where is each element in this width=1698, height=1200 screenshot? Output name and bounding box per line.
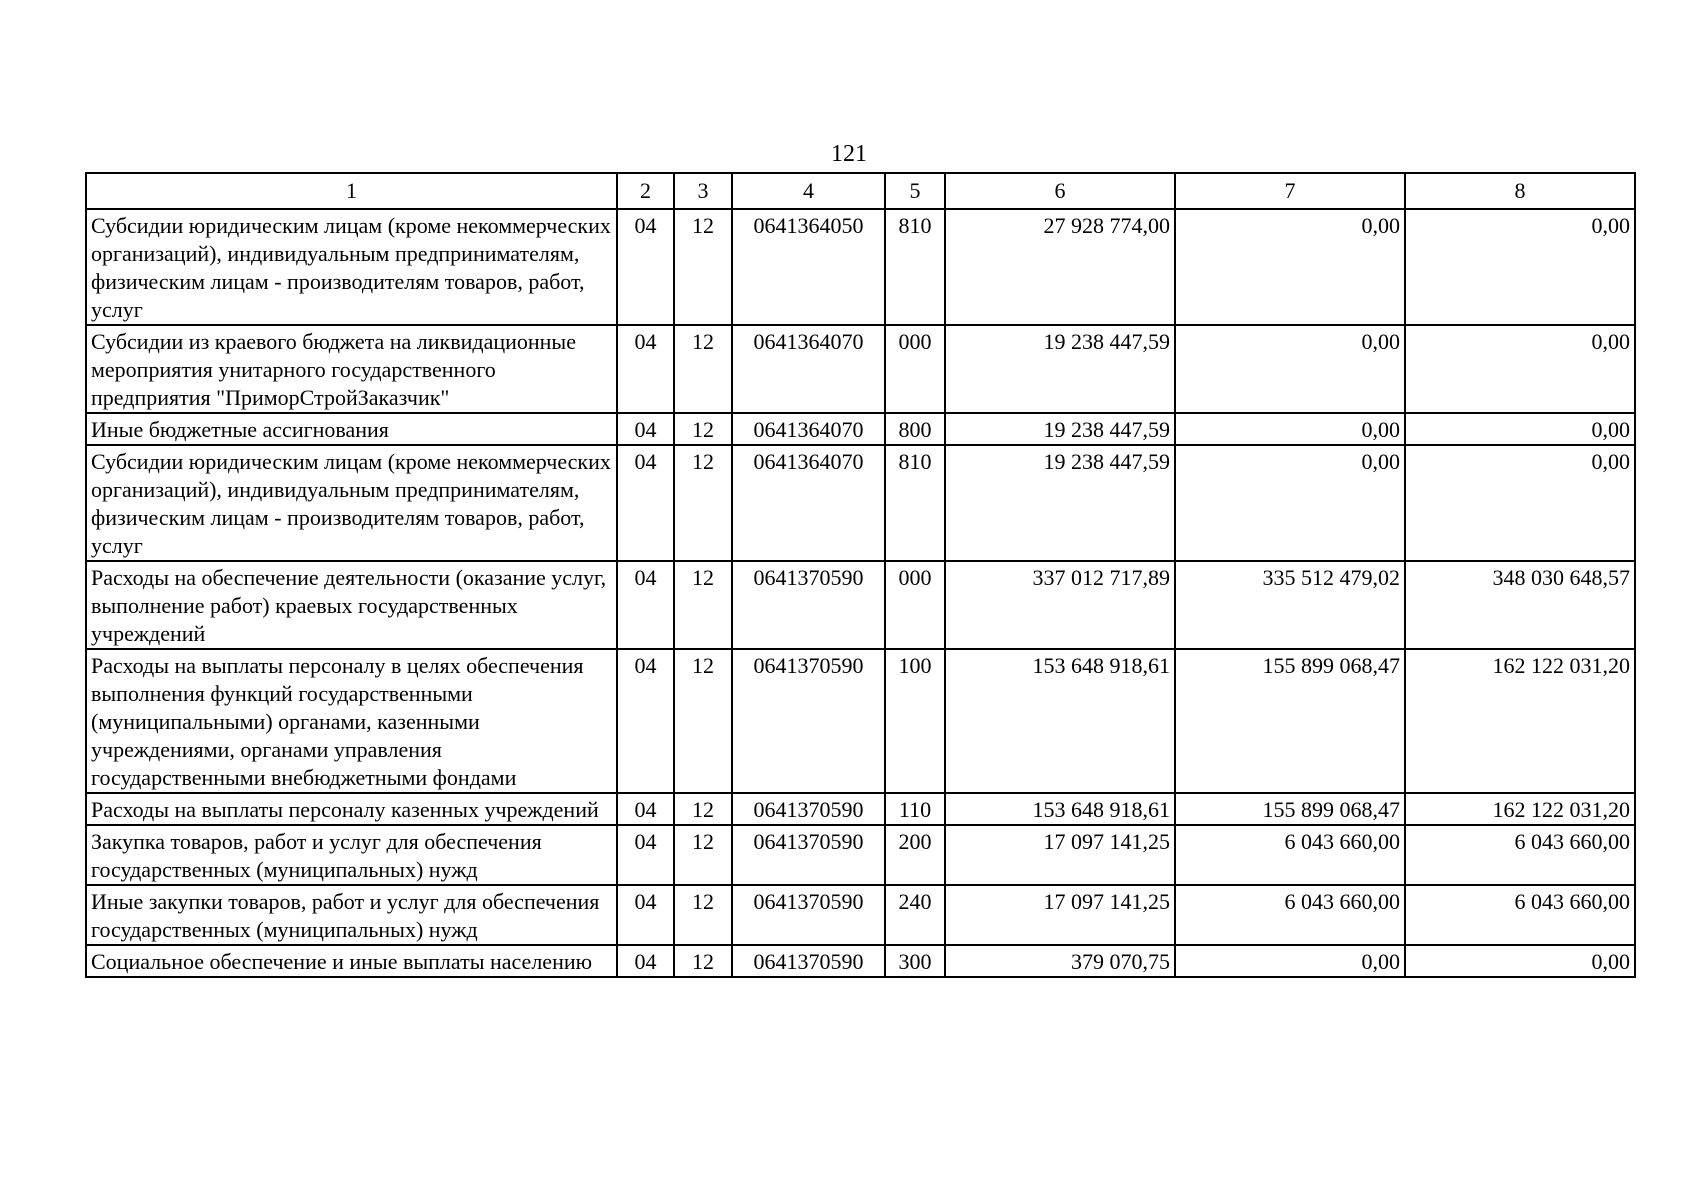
row-name-cell: Расходы на выплаты персоналу в целях обеспечения выполнения функций государственными (муниципальными) органами, казенными учреждениями, органами управления государственными внебюджетными фондами (86, 649, 617, 793)
target-article-cell: 0641364070 (732, 325, 885, 413)
target-article-cell: 0641370590 (732, 945, 885, 977)
column-header: 6 (945, 173, 1175, 209)
amount-col6-cell: 379 070,75 (945, 945, 1175, 977)
subsection-code-cell: 12 (674, 825, 732, 885)
header-row (86, 173, 1635, 209)
row-name-cell: Закупка товаров, работ и услуг для обеспечения государственных (муниципальных) нужд (86, 825, 617, 885)
column-header: 4 (732, 173, 885, 209)
expense-type-cell: 810 (885, 445, 945, 561)
expense-type-cell: 000 (885, 325, 945, 413)
amount-col8-cell: 6 043 660,00 (1405, 885, 1635, 945)
table-row (86, 445, 1635, 561)
amount-col6-cell: 19 238 447,59 (945, 445, 1175, 561)
column-header: 3 (674, 173, 732, 209)
subsection-code-cell: 12 (674, 945, 732, 977)
row-name-cell: Расходы на выплаты персоналу казенных учреждений (86, 793, 617, 825)
amount-col6-cell: 153 648 918,61 (945, 649, 1175, 793)
amount-col6-cell: 337 012 717,89 (945, 561, 1175, 649)
expense-type-cell: 810 (885, 209, 945, 325)
subsection-code-cell: 12 (674, 325, 732, 413)
subsection-code-cell: 12 (674, 209, 732, 325)
target-article-cell: 0641364070 (732, 413, 885, 445)
expense-type-cell: 110 (885, 793, 945, 825)
amount-col6-cell: 153 648 918,61 (945, 793, 1175, 825)
section-code-cell: 04 (617, 649, 674, 793)
column-header: 8 (1405, 173, 1635, 209)
table-row (86, 649, 1635, 793)
amount-col7-cell: 0,00 (1175, 209, 1405, 325)
row-name-cell: Субсидии из краевого бюджета на ликвидационные мероприятия унитарного государственного предприятия "ПриморСтройЗаказчик" (86, 325, 617, 413)
amount-col8-cell: 0,00 (1405, 209, 1635, 325)
table-row (86, 413, 1635, 445)
amount-col7-cell: 0,00 (1175, 445, 1405, 561)
subsection-code-cell: 12 (674, 445, 732, 561)
column-header: 7 (1175, 173, 1405, 209)
expense-type-cell: 100 (885, 649, 945, 793)
section-code-cell: 04 (617, 885, 674, 945)
subsection-code-cell: 12 (674, 413, 732, 445)
table-row (86, 885, 1635, 945)
amount-col6-cell: 17 097 141,25 (945, 825, 1175, 885)
expense-type-cell: 240 (885, 885, 945, 945)
target-article-cell: 0641370590 (732, 885, 885, 945)
row-name-cell: Иные закупки товаров, работ и услуг для обеспечения государственных (муниципальных) нужд (86, 885, 617, 945)
page-number: 121 (831, 141, 867, 167)
table-row (86, 561, 1635, 649)
section-code-cell: 04 (617, 561, 674, 649)
section-code-cell: 04 (617, 413, 674, 445)
expense-type-cell: 000 (885, 561, 945, 649)
amount-col7-cell: 0,00 (1175, 413, 1405, 445)
amount-col7-cell: 155 899 068,47 (1175, 649, 1405, 793)
section-code-cell: 04 (617, 445, 674, 561)
section-code-cell: 04 (617, 209, 674, 325)
amount-col7-cell: 335 512 479,02 (1175, 561, 1405, 649)
table-body (86, 209, 1635, 977)
row-name-cell: Субсидии юридическим лицам (кроме некоммерческих организаций), индивидуальным предпринимателям, физическим лицам - производителям товаров, работ, услуг (86, 445, 617, 561)
amount-col6-cell: 27 928 774,00 (945, 209, 1175, 325)
row-name-cell: Субсидии юридическим лицам (кроме некоммерческих организаций), индивидуальным предпринимателям, физическим лицам - производителям товаров, работ, услуг (86, 209, 617, 325)
amount-col7-cell: 0,00 (1175, 325, 1405, 413)
subsection-code-cell: 12 (674, 561, 732, 649)
table-row (86, 793, 1635, 825)
table-row (86, 325, 1635, 413)
row-name-cell: Расходы на обеспечение деятельности (оказание услуг, выполнение работ) краевых государственных учреждений (86, 561, 617, 649)
table-row (86, 945, 1635, 977)
amount-col6-cell: 19 238 447,59 (945, 325, 1175, 413)
amount-col7-cell: 155 899 068,47 (1175, 793, 1405, 825)
subsection-code-cell: 12 (674, 885, 732, 945)
amount-col7-cell: 6 043 660,00 (1175, 885, 1405, 945)
row-name-cell: Социальное обеспечение и иные выплаты населению (86, 945, 617, 977)
amount-col7-cell: 0,00 (1175, 945, 1405, 977)
table-row (86, 209, 1635, 325)
column-header: 2 (617, 173, 674, 209)
target-article-cell: 0641370590 (732, 561, 885, 649)
amount-col8-cell: 162 122 031,20 (1405, 793, 1635, 825)
amount-col8-cell: 0,00 (1405, 325, 1635, 413)
expense-type-cell: 800 (885, 413, 945, 445)
row-name-cell: Иные бюджетные ассигнования (86, 413, 617, 445)
subsection-code-cell: 12 (674, 793, 732, 825)
expense-type-cell: 300 (885, 945, 945, 977)
amount-col6-cell: 19 238 447,59 (945, 413, 1175, 445)
target-article-cell: 0641364050 (732, 209, 885, 325)
amount-col6-cell: 17 097 141,25 (945, 885, 1175, 945)
amount-col8-cell: 0,00 (1405, 413, 1635, 445)
section-code-cell: 04 (617, 793, 674, 825)
section-code-cell: 04 (617, 325, 674, 413)
section-code-cell: 04 (617, 945, 674, 977)
table-row (86, 825, 1635, 885)
amount-col7-cell: 6 043 660,00 (1175, 825, 1405, 885)
column-header: 5 (885, 173, 945, 209)
expense-type-cell: 200 (885, 825, 945, 885)
amount-col8-cell: 6 043 660,00 (1405, 825, 1635, 885)
target-article-cell: 0641370590 (732, 649, 885, 793)
column-header: 1 (86, 173, 617, 209)
amount-col8-cell: 0,00 (1405, 445, 1635, 561)
target-article-cell: 0641370590 (732, 825, 885, 885)
amount-col8-cell: 162 122 031,20 (1405, 649, 1635, 793)
target-article-cell: 0641364070 (732, 445, 885, 561)
amount-col8-cell: 348 030 648,57 (1405, 561, 1635, 649)
subsection-code-cell: 12 (674, 649, 732, 793)
amount-col8-cell: 0,00 (1405, 945, 1635, 977)
target-article-cell: 0641370590 (732, 793, 885, 825)
budget-table (85, 172, 1636, 978)
section-code-cell: 04 (617, 825, 674, 885)
